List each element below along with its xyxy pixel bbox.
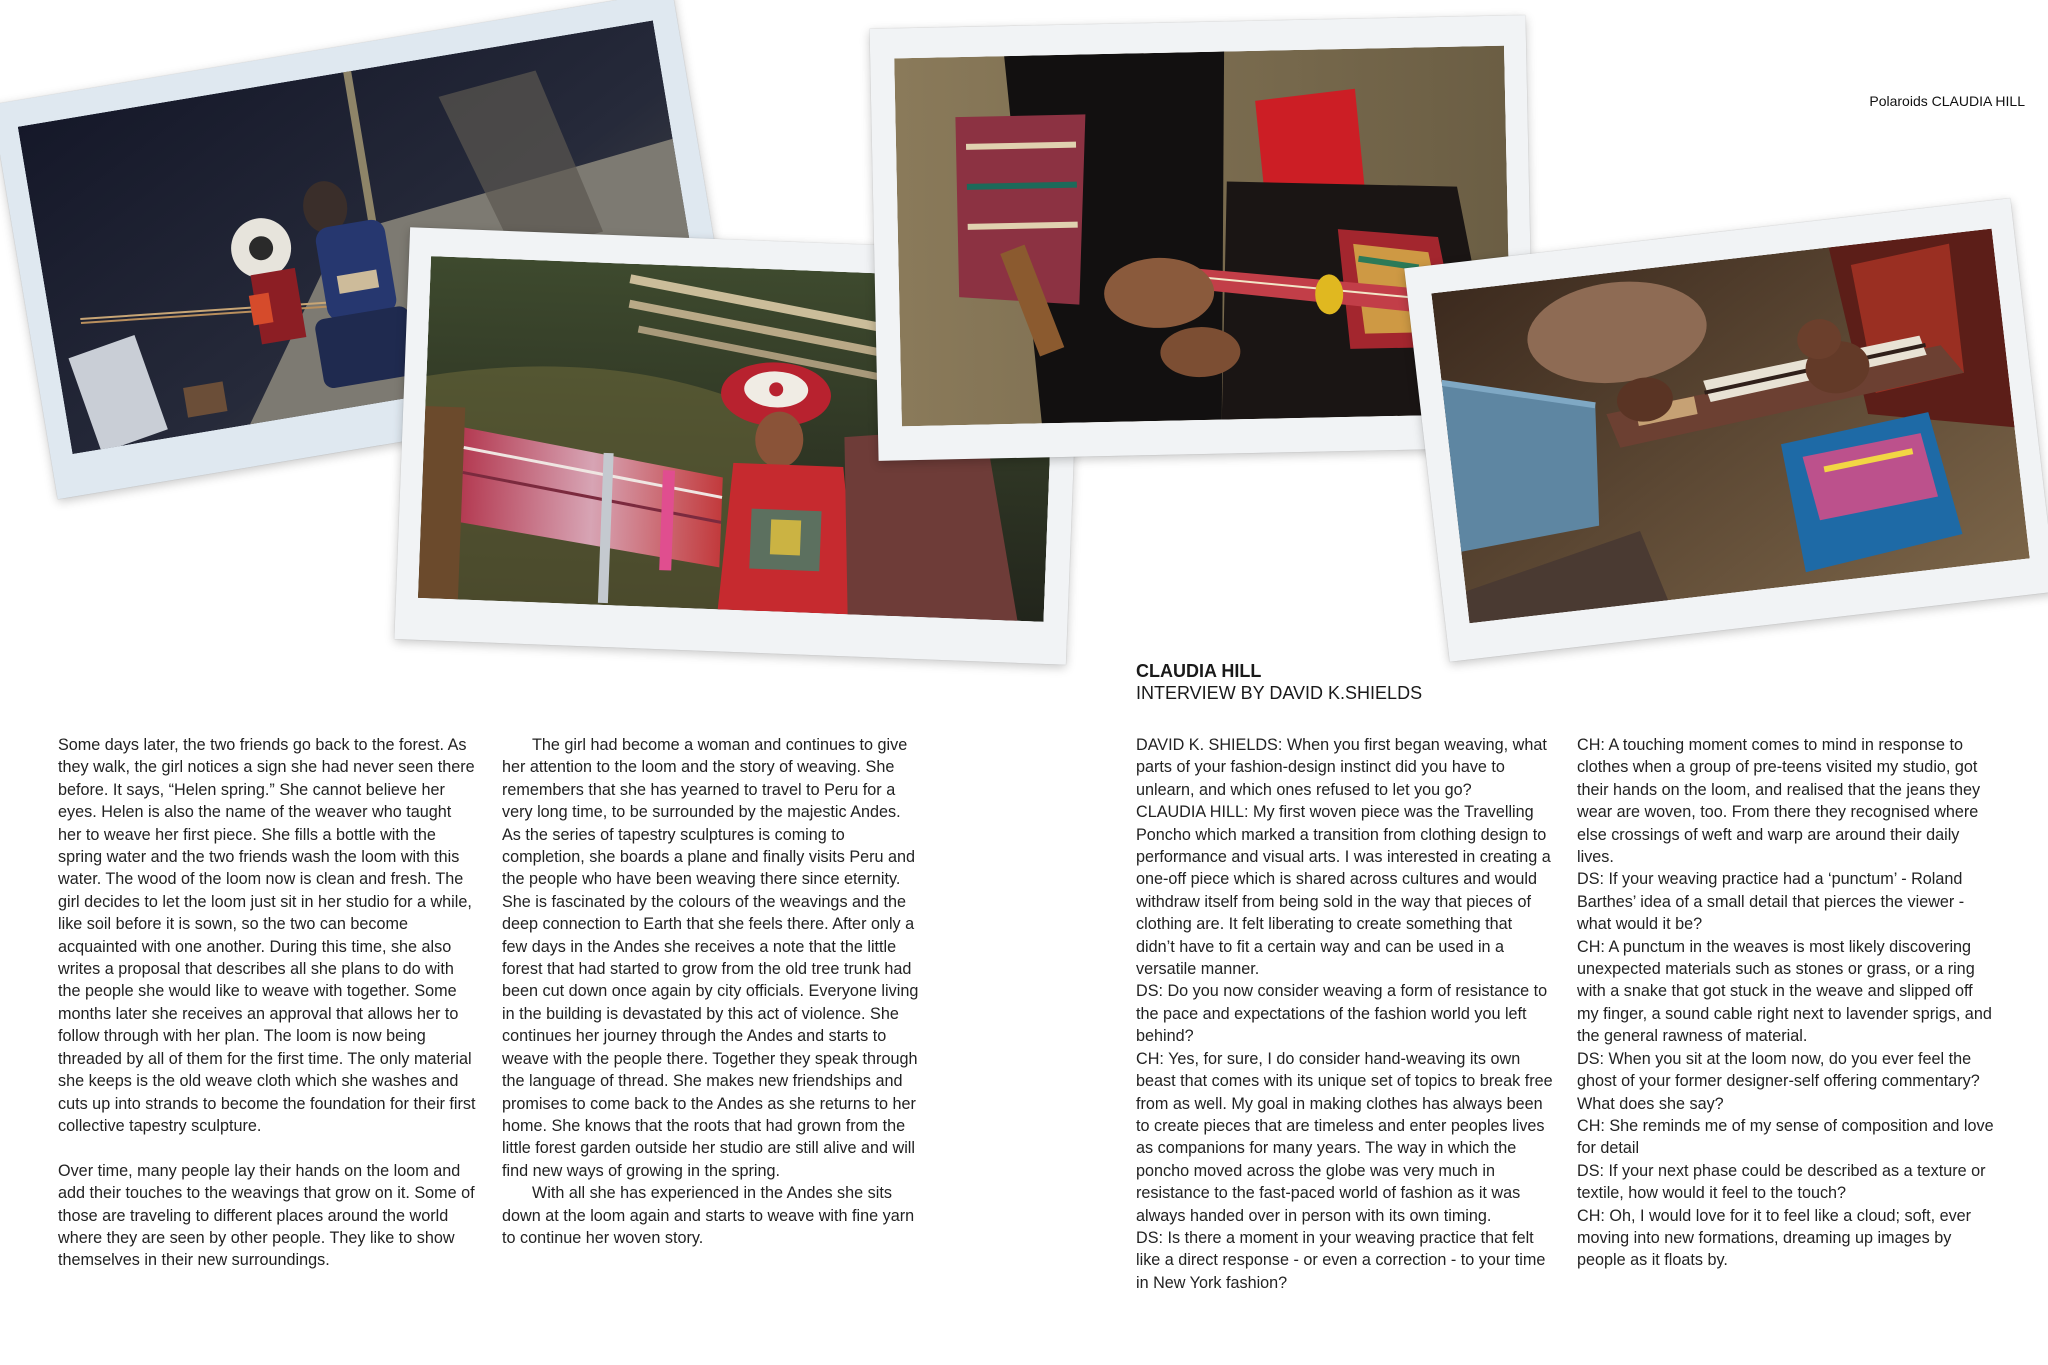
photo-credit: Polaroids CLAUDIA HILL xyxy=(1869,93,2025,109)
interview-column-1 xyxy=(1136,734,1554,1294)
hands-weaving-patterned-band-photo xyxy=(1431,229,2029,624)
story-paragraph: Over time, many people lay their hands on the loom and add their touches to the weavings that grow on it. Some of those are traveling to different places around the world where they are seen by other people. They like to show themselves in their new surroundings. xyxy=(58,1161,475,1270)
interview-question: DS: Do you now consider weaving a form of resistance to the pace and expectations of the fashion world you left behind? xyxy=(1136,982,1548,1046)
interview-answer: CLAUDIA HILL: My first woven piece was the Travelling Poncho which marked a transition from clothing design to performance and visual arts. I was interested in creating a one-off piece which is shared across cultures and would withdraw itself from being sold in the way that pieces of clothing are. It felt liberating to create something that didn’t have to fit a certain way and can be used in a versatile manner. xyxy=(1136,803,1551,979)
interview-answer: CH: Yes, for sure, I do consider hand-weaving its own beast that comes with its unique set of topics to break free from as well. My goal in making clothes has always been to create pieces that are timeless and enter peoples lives as companions for many years. The way in which the poncho moved across the globe was very much in resistance to the fast-paced world of fashion as it was always handed over in person with its own timing. xyxy=(1136,1049,1553,1225)
story-paragraph: With all she has experienced in the Andes she sits down at the loom again and starts to weave with fine yarn to continue her woven story. xyxy=(502,1184,915,1247)
story-paragraph: Some days later, the two friends go back to the forest. As they walk, the girl notices a sign she had never seen there before. It says, “Helen spring.” She cannot believe her eyes. Helen is also the name of the weaver who taught her to weave her first piece. She fills a bottle with the spring water and the two friends wash the loom with this water. The wood of the loom now is clean and fresh. The girl decides to let the loom just sit in her studio for a while, like soil before it is sown, so the two can become acquainted with one another. During this time, she also writes a proposal that describes all she plans to do with the people she would like to weave with together. Some months later she receives an approval that allows her to follow through with her plan. The loom is now being threaded by all of them for the first time. The only material she keeps is the old weave cloth which she washes and cuts up into strands to become the foundation for their first collective tapestry sculpture. xyxy=(58,736,476,1135)
interview-answer: CH: She reminds me of my sense of composition and love for detail xyxy=(1577,1116,1994,1158)
interview-question: DS: If your next phase could be described as a texture or textile, how would it feel to the touch? xyxy=(1577,1161,1986,1203)
interview-column-2 xyxy=(1577,734,1995,1272)
interview-question: DS: When you sit at the loom now, do you ever feel the ghost of your former designer-self offering commentary? What does she say? xyxy=(1577,1049,1980,1113)
interview-heading xyxy=(1136,660,1422,704)
polaroid-frame-4 xyxy=(1404,198,2048,661)
interviewer-credit: INTERVIEW BY DAVID K.SHIELDS xyxy=(1136,683,1423,703)
story-column-1 xyxy=(58,734,476,1272)
interview-question: DS: If your weaving practice had a ‘punctum’ - Roland Barthes’ idea of a small detail that pierces the viewer - what would it be? xyxy=(1577,870,1965,934)
interview-question: DAVID K. SHIELDS: When you first began weaving, what parts of your fashion-design instinct did you have to unlearn, and which ones refused to let you go? xyxy=(1136,736,1547,799)
interview-answer: CH: Oh, I would love for it to feel like a cloud; soft, ever moving into new formations, dreaming up images by people as it floats by. xyxy=(1577,1206,1972,1270)
interview-answer: CH: A punctum in the weaves is most likely discovering unexpected materials such as stones or grass, or a ring with a snake that got stuck in the weave and slipped off my finger, a sound cable right next to lavender sprigs, and the general rawness of material. xyxy=(1577,937,1992,1046)
story-column-2 xyxy=(502,734,920,1249)
interview-answer: CH: A touching moment comes to mind in response to clothes when a group of pre-teens visited my studio, got their hands on the loom, and realised that the jeans they wear are woven, too. From there they recognised where else crossings of weft and warp are around their daily lives. xyxy=(1577,736,1981,867)
interview-question: DS: Is there a moment in your weaving practice that felt like a direct response - or even a correction - to your time in New York fashion? xyxy=(1136,1228,1546,1292)
interviewee-name: CLAUDIA HILL xyxy=(1136,661,1262,681)
story-paragraph: The girl had become a woman and continues to give her attention to the loom and the story of weaving. She remembers that she has yearned to travel to Peru for a very long time, to be surrounded by the majestic Andes. As the series of tapestry sculptures is coming to completion, she boards a plane and finally visits Peru and the people who have been weaving there since eternity. She is fascinated by the colours of the weavings and the deep connection to Earth that she feels there. After only a few days in the Andes she receives a note that the little forest that had started to grow from the old tree trunk had been cut down once again by city officials. Everyone living in the building is devastated by this act of violence. She continues her journey through the Andes and starts to weave with the people there. Together they speak through the language of thread. She makes new friendships and promises to come back to the Andes as she returns to her home. She knows that the roots that had grown from the little forest garden outside her studio are still alive and will find new ways of growing in the spring. xyxy=(502,736,919,1180)
